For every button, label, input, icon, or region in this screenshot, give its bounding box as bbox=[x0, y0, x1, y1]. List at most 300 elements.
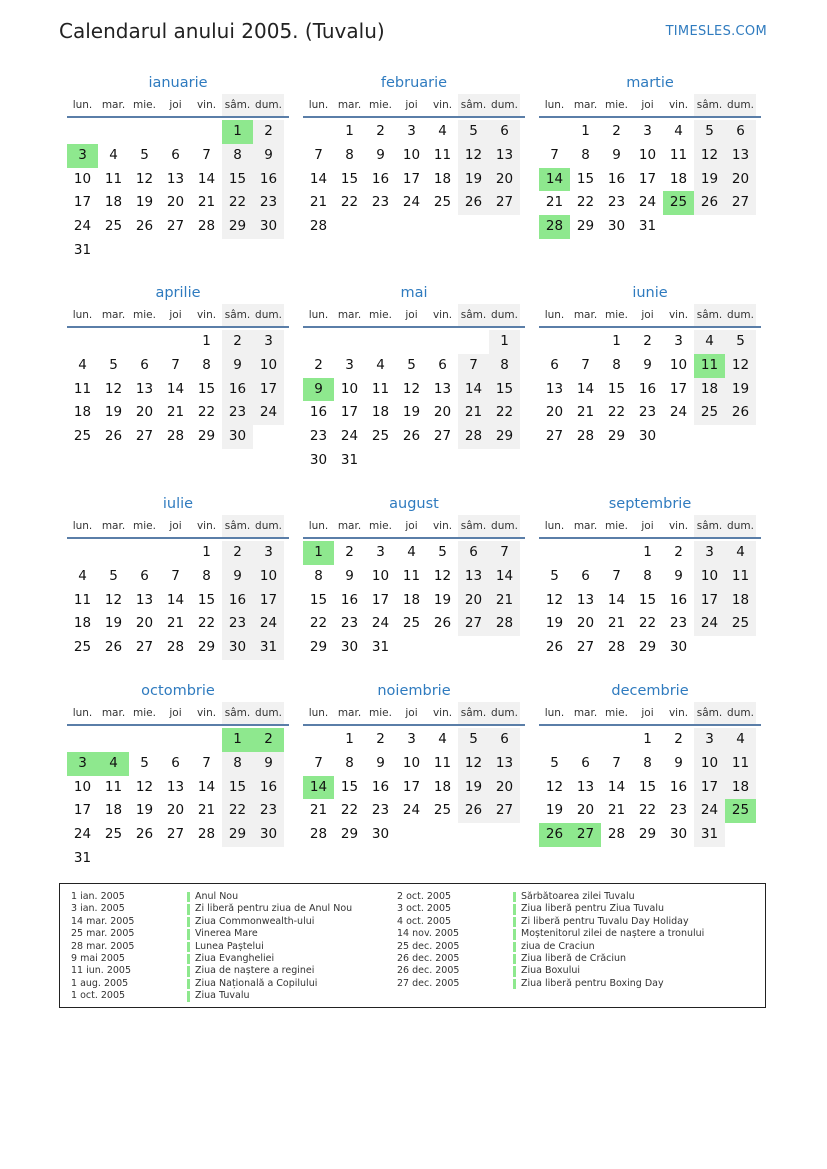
weekday-label: dum. bbox=[489, 94, 520, 116]
holiday-day-cell: 3 bbox=[67, 752, 98, 776]
day-cell: 18 bbox=[669, 170, 688, 187]
legend-holiday-name: Ziua Boxului bbox=[521, 965, 580, 977]
day-cell: 29 bbox=[638, 826, 657, 843]
day-cell: 16 bbox=[669, 591, 688, 608]
weekday-label: mar. bbox=[573, 707, 598, 719]
week-row bbox=[539, 541, 761, 565]
day-cell: 7 bbox=[171, 567, 180, 584]
holiday-day-cell: 2 bbox=[253, 728, 284, 752]
weekday-label: lun. bbox=[544, 309, 565, 321]
day-cell: 9 bbox=[612, 146, 621, 163]
holiday-marker bbox=[187, 954, 190, 964]
day-cell: 16 bbox=[340, 591, 359, 608]
weekday-label: sâm. bbox=[694, 702, 725, 724]
day-cell: 27 bbox=[545, 428, 564, 445]
day-cell: 9 bbox=[376, 754, 385, 771]
day-cell: 23 bbox=[222, 401, 253, 425]
day-cell: 24 bbox=[371, 615, 390, 632]
day-cell: 21 bbox=[197, 194, 216, 211]
day-cell: 21 bbox=[607, 802, 626, 819]
day-cell: 5 bbox=[458, 120, 489, 144]
day-cell: 27 bbox=[135, 639, 154, 656]
day-cell: 18 bbox=[694, 378, 725, 402]
day-cell: 2 bbox=[222, 541, 253, 565]
day-cell: 17 bbox=[253, 589, 284, 613]
day-cell: 26 bbox=[458, 799, 489, 823]
empty-day-cell bbox=[489, 215, 520, 239]
month-name: martie bbox=[626, 75, 674, 91]
day-cell: 21 bbox=[545, 194, 564, 211]
day-cell: 28 bbox=[458, 425, 489, 449]
week-row bbox=[303, 191, 525, 215]
day-cell: 8 bbox=[643, 754, 652, 771]
legend-date: 26 dec. 2005 bbox=[397, 952, 460, 964]
day-cell: 30 bbox=[607, 218, 626, 235]
empty-day-cell bbox=[663, 215, 694, 239]
day-cell: 16 bbox=[222, 378, 253, 402]
day-cell: 30 bbox=[253, 823, 284, 847]
day-cell: 23 bbox=[309, 428, 328, 445]
weekday-label: sâm. bbox=[458, 702, 489, 724]
empty-day-cell bbox=[539, 120, 570, 144]
day-cell: 7 bbox=[314, 754, 323, 771]
week-row bbox=[303, 541, 525, 565]
legend-holiday-name: Sărbătoarea zilei Tuvalu bbox=[521, 891, 635, 902]
week-row bbox=[539, 425, 761, 449]
day-cell: 1 bbox=[581, 123, 590, 139]
week-row bbox=[303, 728, 525, 752]
day-cell: 18 bbox=[402, 591, 421, 608]
weekday-label: mar. bbox=[337, 520, 362, 532]
weekday-header bbox=[67, 515, 289, 539]
empty-day-cell bbox=[725, 215, 756, 239]
day-cell: 31 bbox=[73, 849, 92, 866]
legend-holiday-name: Ziua Commonwealth-ului bbox=[195, 915, 315, 927]
day-cell: 26 bbox=[104, 428, 123, 445]
legend-holiday-name: Lunea Paștelui bbox=[195, 940, 264, 952]
weekday-label: mie. bbox=[605, 520, 628, 532]
day-cell: 22 bbox=[197, 615, 216, 632]
day-cell: 26 bbox=[104, 639, 123, 656]
day-cell: 6 bbox=[438, 356, 447, 373]
week-row bbox=[303, 425, 525, 449]
weekday-label: joi bbox=[405, 520, 418, 532]
day-cell: 3 bbox=[407, 731, 416, 747]
weekday-label: dum. bbox=[489, 515, 520, 537]
day-cell: 28 bbox=[576, 428, 595, 445]
holiday-marker bbox=[513, 904, 516, 914]
day-cell: 28 bbox=[309, 826, 328, 843]
empty-day-cell bbox=[67, 120, 98, 144]
empty-day-cell bbox=[129, 239, 160, 263]
month-octombrie bbox=[67, 680, 289, 871]
empty-day-cell bbox=[160, 239, 191, 263]
day-cell: 26 bbox=[545, 639, 564, 656]
weekday-label: mar. bbox=[101, 309, 126, 321]
day-cell: 16 bbox=[309, 404, 328, 421]
day-cell: 4 bbox=[78, 356, 87, 373]
week-row bbox=[539, 144, 761, 168]
legend-date: 27 dec. 2005 bbox=[397, 977, 460, 989]
weekday-label: vin. bbox=[432, 309, 453, 321]
weekday-header bbox=[67, 94, 289, 118]
weekday-label: dum. bbox=[725, 94, 756, 116]
empty-day-cell bbox=[98, 120, 129, 144]
legend-date: 25 dec. 2005 bbox=[397, 940, 460, 952]
empty-day-cell bbox=[129, 541, 160, 565]
day-cell: 26 bbox=[433, 615, 452, 632]
week-row bbox=[539, 823, 761, 847]
legend-date: 11 iun. 2005 bbox=[71, 965, 132, 977]
day-cell: 26 bbox=[694, 191, 725, 215]
day-cell: 31 bbox=[340, 451, 359, 468]
weekday-label: joi bbox=[169, 99, 182, 111]
month-name: noiembrie bbox=[377, 683, 451, 699]
holiday-day-cell: 28 bbox=[539, 215, 570, 239]
weekday-label: sâm. bbox=[222, 304, 253, 326]
weekday-label: lun. bbox=[72, 99, 93, 111]
week-row bbox=[303, 401, 525, 425]
day-cell: 8 bbox=[202, 356, 211, 373]
empty-day-cell bbox=[253, 847, 284, 871]
day-cell: 7 bbox=[612, 754, 621, 771]
day-cell: 15 bbox=[197, 591, 216, 608]
day-cell: 14 bbox=[607, 778, 626, 795]
day-cell: 9 bbox=[345, 567, 354, 584]
day-cell: 16 bbox=[371, 170, 390, 187]
day-cell: 4 bbox=[109, 146, 118, 163]
weekday-label: vin. bbox=[668, 707, 689, 719]
site-link[interactable]: TIMESLES.COM bbox=[665, 24, 767, 39]
month-aprilie bbox=[67, 282, 289, 449]
weekday-label: mie. bbox=[605, 99, 628, 111]
week-row bbox=[303, 378, 525, 402]
day-cell: 12 bbox=[545, 778, 564, 795]
day-cell: 8 bbox=[612, 356, 621, 373]
legend-date: 1 ian. 2005 bbox=[71, 891, 125, 902]
day-cell: 23 bbox=[371, 802, 390, 819]
day-cell: 7 bbox=[581, 356, 590, 373]
empty-day-cell bbox=[694, 215, 725, 239]
holiday-marker bbox=[187, 904, 190, 914]
weekday-label: vin. bbox=[668, 309, 689, 321]
week-row bbox=[67, 541, 289, 565]
day-cell: 11 bbox=[73, 591, 92, 608]
day-cell: 27 bbox=[489, 191, 520, 215]
day-cell: 13 bbox=[166, 170, 185, 187]
day-cell: 6 bbox=[581, 754, 590, 771]
week-row bbox=[67, 330, 289, 354]
day-cell: 20 bbox=[433, 404, 452, 421]
day-cell: 3 bbox=[674, 333, 683, 349]
day-cell: 28 bbox=[197, 218, 216, 235]
day-cell: 24 bbox=[638, 194, 657, 211]
weekday-label: mie. bbox=[369, 520, 392, 532]
weekday-label: joi bbox=[641, 99, 654, 111]
day-cell: 22 bbox=[607, 404, 626, 421]
weekday-label: vin. bbox=[196, 520, 217, 532]
weekday-label: dum. bbox=[489, 702, 520, 724]
day-cell: 1 bbox=[643, 544, 652, 560]
day-cell: 27 bbox=[135, 428, 154, 445]
day-cell: 8 bbox=[222, 752, 253, 776]
day-cell: 1 bbox=[489, 330, 520, 354]
day-cell: 22 bbox=[197, 404, 216, 421]
week-row bbox=[303, 449, 525, 473]
legend-date: 14 nov. 2005 bbox=[397, 928, 460, 940]
week-row bbox=[539, 168, 761, 192]
weekday-label: vin. bbox=[668, 520, 689, 532]
weekday-label: mar. bbox=[101, 520, 126, 532]
day-cell: 9 bbox=[376, 146, 385, 163]
day-cell: 30 bbox=[669, 639, 688, 656]
week-row bbox=[67, 823, 289, 847]
week-row bbox=[67, 239, 289, 263]
weekday-label: joi bbox=[641, 309, 654, 321]
empty-day-cell bbox=[129, 120, 160, 144]
weekday-label: lun. bbox=[544, 99, 565, 111]
week-row bbox=[67, 728, 289, 752]
empty-day-cell bbox=[191, 120, 222, 144]
weekday-label: mar. bbox=[573, 520, 598, 532]
empty-day-cell bbox=[129, 330, 160, 354]
empty-day-cell bbox=[160, 847, 191, 871]
week-row bbox=[67, 425, 289, 449]
day-cell: 4 bbox=[725, 541, 756, 565]
day-cell: 4 bbox=[438, 731, 447, 747]
day-cell: 13 bbox=[458, 565, 489, 589]
day-cell: 15 bbox=[340, 778, 359, 795]
day-cell: 8 bbox=[202, 567, 211, 584]
weekday-label: dum. bbox=[725, 702, 756, 724]
day-cell: 7 bbox=[171, 356, 180, 373]
week-row bbox=[303, 752, 525, 776]
day-cell: 24 bbox=[253, 612, 284, 636]
day-cell: 30 bbox=[222, 425, 253, 449]
day-cell: 5 bbox=[140, 754, 149, 771]
weekday-label: sâm. bbox=[222, 94, 253, 116]
day-cell: 22 bbox=[638, 615, 657, 632]
day-cell: 20 bbox=[545, 404, 564, 421]
day-cell: 13 bbox=[576, 778, 595, 795]
day-cell: 15 bbox=[309, 591, 328, 608]
day-cell: 31 bbox=[73, 241, 92, 258]
day-cell: 13 bbox=[135, 591, 154, 608]
week-row bbox=[303, 168, 525, 192]
weekday-header bbox=[539, 702, 761, 726]
weekday-label: dum. bbox=[253, 94, 284, 116]
empty-day-cell bbox=[427, 330, 458, 354]
day-cell: 3 bbox=[376, 544, 385, 560]
day-cell: 26 bbox=[135, 218, 154, 235]
week-row bbox=[67, 636, 289, 660]
empty-day-cell bbox=[694, 425, 725, 449]
day-cell: 23 bbox=[669, 615, 688, 632]
day-cell: 30 bbox=[340, 639, 359, 656]
weekday-label: joi bbox=[169, 707, 182, 719]
week-row bbox=[539, 799, 761, 823]
day-cell: 25 bbox=[725, 612, 756, 636]
week-row bbox=[539, 378, 761, 402]
day-cell: 5 bbox=[109, 567, 118, 584]
week-row bbox=[303, 612, 525, 636]
weekday-header bbox=[303, 515, 525, 539]
empty-day-cell bbox=[67, 541, 98, 565]
day-cell: 10 bbox=[73, 170, 92, 187]
legend-holiday-name: ziua de Craciun bbox=[521, 940, 595, 952]
empty-day-cell bbox=[570, 541, 601, 565]
day-cell: 24 bbox=[694, 799, 725, 823]
empty-day-cell bbox=[458, 449, 489, 473]
weekday-header bbox=[303, 304, 525, 328]
empty-day-cell bbox=[129, 847, 160, 871]
day-cell: 28 bbox=[197, 826, 216, 843]
empty-day-cell bbox=[601, 728, 632, 752]
empty-day-cell bbox=[160, 541, 191, 565]
day-cell: 24 bbox=[669, 404, 688, 421]
day-cell: 18 bbox=[725, 776, 756, 800]
holiday-marker bbox=[187, 991, 190, 1001]
day-cell: 27 bbox=[166, 218, 185, 235]
day-cell: 18 bbox=[104, 802, 123, 819]
week-row bbox=[67, 191, 289, 215]
week-row bbox=[67, 847, 289, 871]
day-cell: 20 bbox=[725, 168, 756, 192]
day-cell: 30 bbox=[638, 428, 657, 445]
weekday-label: lun. bbox=[308, 309, 329, 321]
day-cell: 18 bbox=[73, 404, 92, 421]
legend-holiday-name: Ziua Evangheliei bbox=[195, 952, 275, 964]
day-cell: 5 bbox=[438, 544, 447, 560]
empty-day-cell bbox=[489, 823, 520, 847]
week-row bbox=[539, 589, 761, 613]
weekday-label: lun. bbox=[72, 309, 93, 321]
day-cell: 22 bbox=[309, 615, 328, 632]
day-cell: 23 bbox=[222, 612, 253, 636]
month-iulie bbox=[67, 493, 289, 660]
day-cell: 17 bbox=[73, 802, 92, 819]
month-august bbox=[303, 493, 525, 660]
day-cell: 6 bbox=[550, 356, 559, 373]
day-cell: 8 bbox=[345, 754, 354, 771]
empty-day-cell bbox=[427, 636, 458, 660]
day-cell: 20 bbox=[135, 404, 154, 421]
week-row bbox=[67, 354, 289, 378]
day-cell: 6 bbox=[489, 728, 520, 752]
empty-day-cell bbox=[396, 636, 427, 660]
day-cell: 18 bbox=[433, 778, 452, 795]
legend-holiday-name: Zi liberă pentru ziua de Anul Nou bbox=[195, 903, 353, 915]
empty-day-cell bbox=[334, 215, 365, 239]
day-cell: 13 bbox=[135, 380, 154, 397]
week-row bbox=[303, 589, 525, 613]
day-cell: 22 bbox=[489, 401, 520, 425]
day-cell: 19 bbox=[104, 404, 123, 421]
day-cell: 12 bbox=[458, 144, 489, 168]
day-cell: 19 bbox=[458, 168, 489, 192]
day-cell: 17 bbox=[73, 194, 92, 211]
day-cell: 26 bbox=[458, 191, 489, 215]
empty-day-cell bbox=[396, 330, 427, 354]
day-cell: 12 bbox=[402, 380, 421, 397]
day-cell: 11 bbox=[725, 565, 756, 589]
week-row bbox=[67, 776, 289, 800]
day-cell: 14 bbox=[197, 170, 216, 187]
weekday-label: mie. bbox=[369, 309, 392, 321]
week-row bbox=[539, 565, 761, 589]
day-cell: 12 bbox=[135, 778, 154, 795]
day-cell: 30 bbox=[309, 451, 328, 468]
day-cell: 1 bbox=[612, 333, 621, 349]
day-cell: 26 bbox=[402, 428, 421, 445]
day-cell: 11 bbox=[669, 146, 688, 163]
day-cell: 22 bbox=[222, 191, 253, 215]
day-cell: 14 bbox=[458, 378, 489, 402]
week-row bbox=[303, 120, 525, 144]
day-cell: 6 bbox=[458, 541, 489, 565]
legend-holiday-name: Ziua liberă de Crăciun bbox=[521, 952, 627, 964]
day-cell: 2 bbox=[345, 544, 354, 560]
day-cell: 24 bbox=[73, 826, 92, 843]
week-row bbox=[67, 565, 289, 589]
legend-date: 4 oct. 2005 bbox=[397, 915, 452, 927]
weekday-label: mie. bbox=[605, 309, 628, 321]
week-row bbox=[539, 636, 761, 660]
day-cell: 31 bbox=[253, 636, 284, 660]
day-cell: 1 bbox=[202, 333, 211, 349]
weekday-label: joi bbox=[405, 707, 418, 719]
weekday-label: joi bbox=[405, 309, 418, 321]
holiday-day-cell: 3 bbox=[67, 144, 98, 168]
day-cell: 25 bbox=[73, 639, 92, 656]
weekday-label: mie. bbox=[605, 707, 628, 719]
empty-day-cell bbox=[427, 823, 458, 847]
day-cell: 14 bbox=[576, 380, 595, 397]
day-cell: 10 bbox=[340, 380, 359, 397]
weekday-label: mar. bbox=[101, 707, 126, 719]
day-cell: 23 bbox=[253, 191, 284, 215]
day-cell: 8 bbox=[489, 354, 520, 378]
weekday-label: lun. bbox=[308, 707, 329, 719]
day-cell: 25 bbox=[433, 194, 452, 211]
empty-day-cell bbox=[396, 449, 427, 473]
day-cell: 7 bbox=[550, 146, 559, 163]
day-cell: 4 bbox=[407, 544, 416, 560]
day-cell: 21 bbox=[197, 802, 216, 819]
day-cell: 20 bbox=[166, 802, 185, 819]
day-cell: 28 bbox=[607, 826, 626, 843]
day-cell: 28 bbox=[489, 612, 520, 636]
day-cell: 24 bbox=[402, 802, 421, 819]
holiday-legend bbox=[59, 883, 766, 1008]
month-name: octombrie bbox=[141, 683, 215, 699]
weekday-header bbox=[539, 304, 761, 328]
day-cell: 10 bbox=[402, 146, 421, 163]
weekday-label: sâm. bbox=[694, 304, 725, 326]
weekday-label: mar. bbox=[337, 309, 362, 321]
day-cell: 7 bbox=[458, 354, 489, 378]
week-row bbox=[539, 191, 761, 215]
empty-day-cell bbox=[253, 239, 284, 263]
day-cell: 11 bbox=[433, 146, 452, 163]
day-cell: 20 bbox=[458, 589, 489, 613]
empty-day-cell bbox=[222, 239, 253, 263]
weekday-label: lun. bbox=[544, 520, 565, 532]
empty-day-cell bbox=[458, 215, 489, 239]
day-cell: 25 bbox=[104, 218, 123, 235]
day-cell: 31 bbox=[371, 639, 390, 656]
day-cell: 3 bbox=[253, 541, 284, 565]
